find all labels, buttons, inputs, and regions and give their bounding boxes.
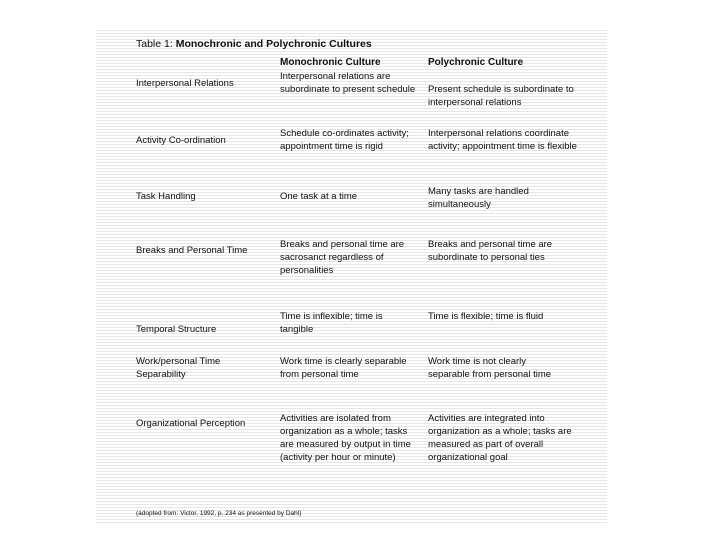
monochronic-cell: Work time is clearly separable from personal time <box>280 356 407 380</box>
table-title-prefix: Table 1: <box>136 38 173 50</box>
polychronic-cell: Many tasks are handled simultaneously <box>428 186 529 210</box>
table-title-main: Monochronic and Polychronic Cultures <box>175 38 372 50</box>
monochronic-cell: One task at a time <box>280 191 358 202</box>
table-title <box>136 38 372 50</box>
row-label: Interpersonal Relations <box>136 78 234 89</box>
monochronic-cell: Schedule co-ordinates activity; appointment time is rigid <box>280 128 409 152</box>
column-header-polychronic: Polychronic Culture <box>428 57 524 68</box>
row-label: Organizational Perception <box>136 418 246 429</box>
monochronic-cell: Activities are isolated from organization as a whole; tasks are measured by output in time (activity per hour or minute) <box>280 413 411 463</box>
polychronic-cell: Present schedule is subordinate to interpersonal relations <box>428 84 574 108</box>
monochronic-cell: Time is inflexible; time is tangible <box>280 311 383 335</box>
row-label: Breaks and Personal Time <box>136 245 248 256</box>
polychronic-cell: Interpersonal relations coordinate activity; appointment time is flexible <box>428 128 577 152</box>
monochronic-cell: Interpersonal relations are subordinate to present schedule <box>280 71 416 95</box>
polychronic-cell: Activities are integrated into organization as a whole; tasks are measured as part of overall organizational goal <box>428 413 572 463</box>
source-citation: (adopted from: Victor, 1992, p. 234 as presented by Dahl) <box>136 510 302 517</box>
row-label: Temporal Structure <box>136 324 217 335</box>
row-label: Task Handling <box>136 191 196 202</box>
row-label: Work/personal Time Separability <box>136 356 221 380</box>
polychronic-cell: Work time is not clearly separable from personal time <box>428 356 552 380</box>
monochronic-cell: Breaks and personal time are sacrosanct regardless of personalities <box>280 239 405 276</box>
column-header-monochronic: Monochronic Culture <box>280 57 381 68</box>
polychronic-cell: Time is flexible; time is fluid <box>428 311 544 322</box>
row-label: Activity Co-ordination <box>136 135 226 146</box>
polychronic-cell: Breaks and personal time are subordinate to personal ties <box>428 239 553 263</box>
